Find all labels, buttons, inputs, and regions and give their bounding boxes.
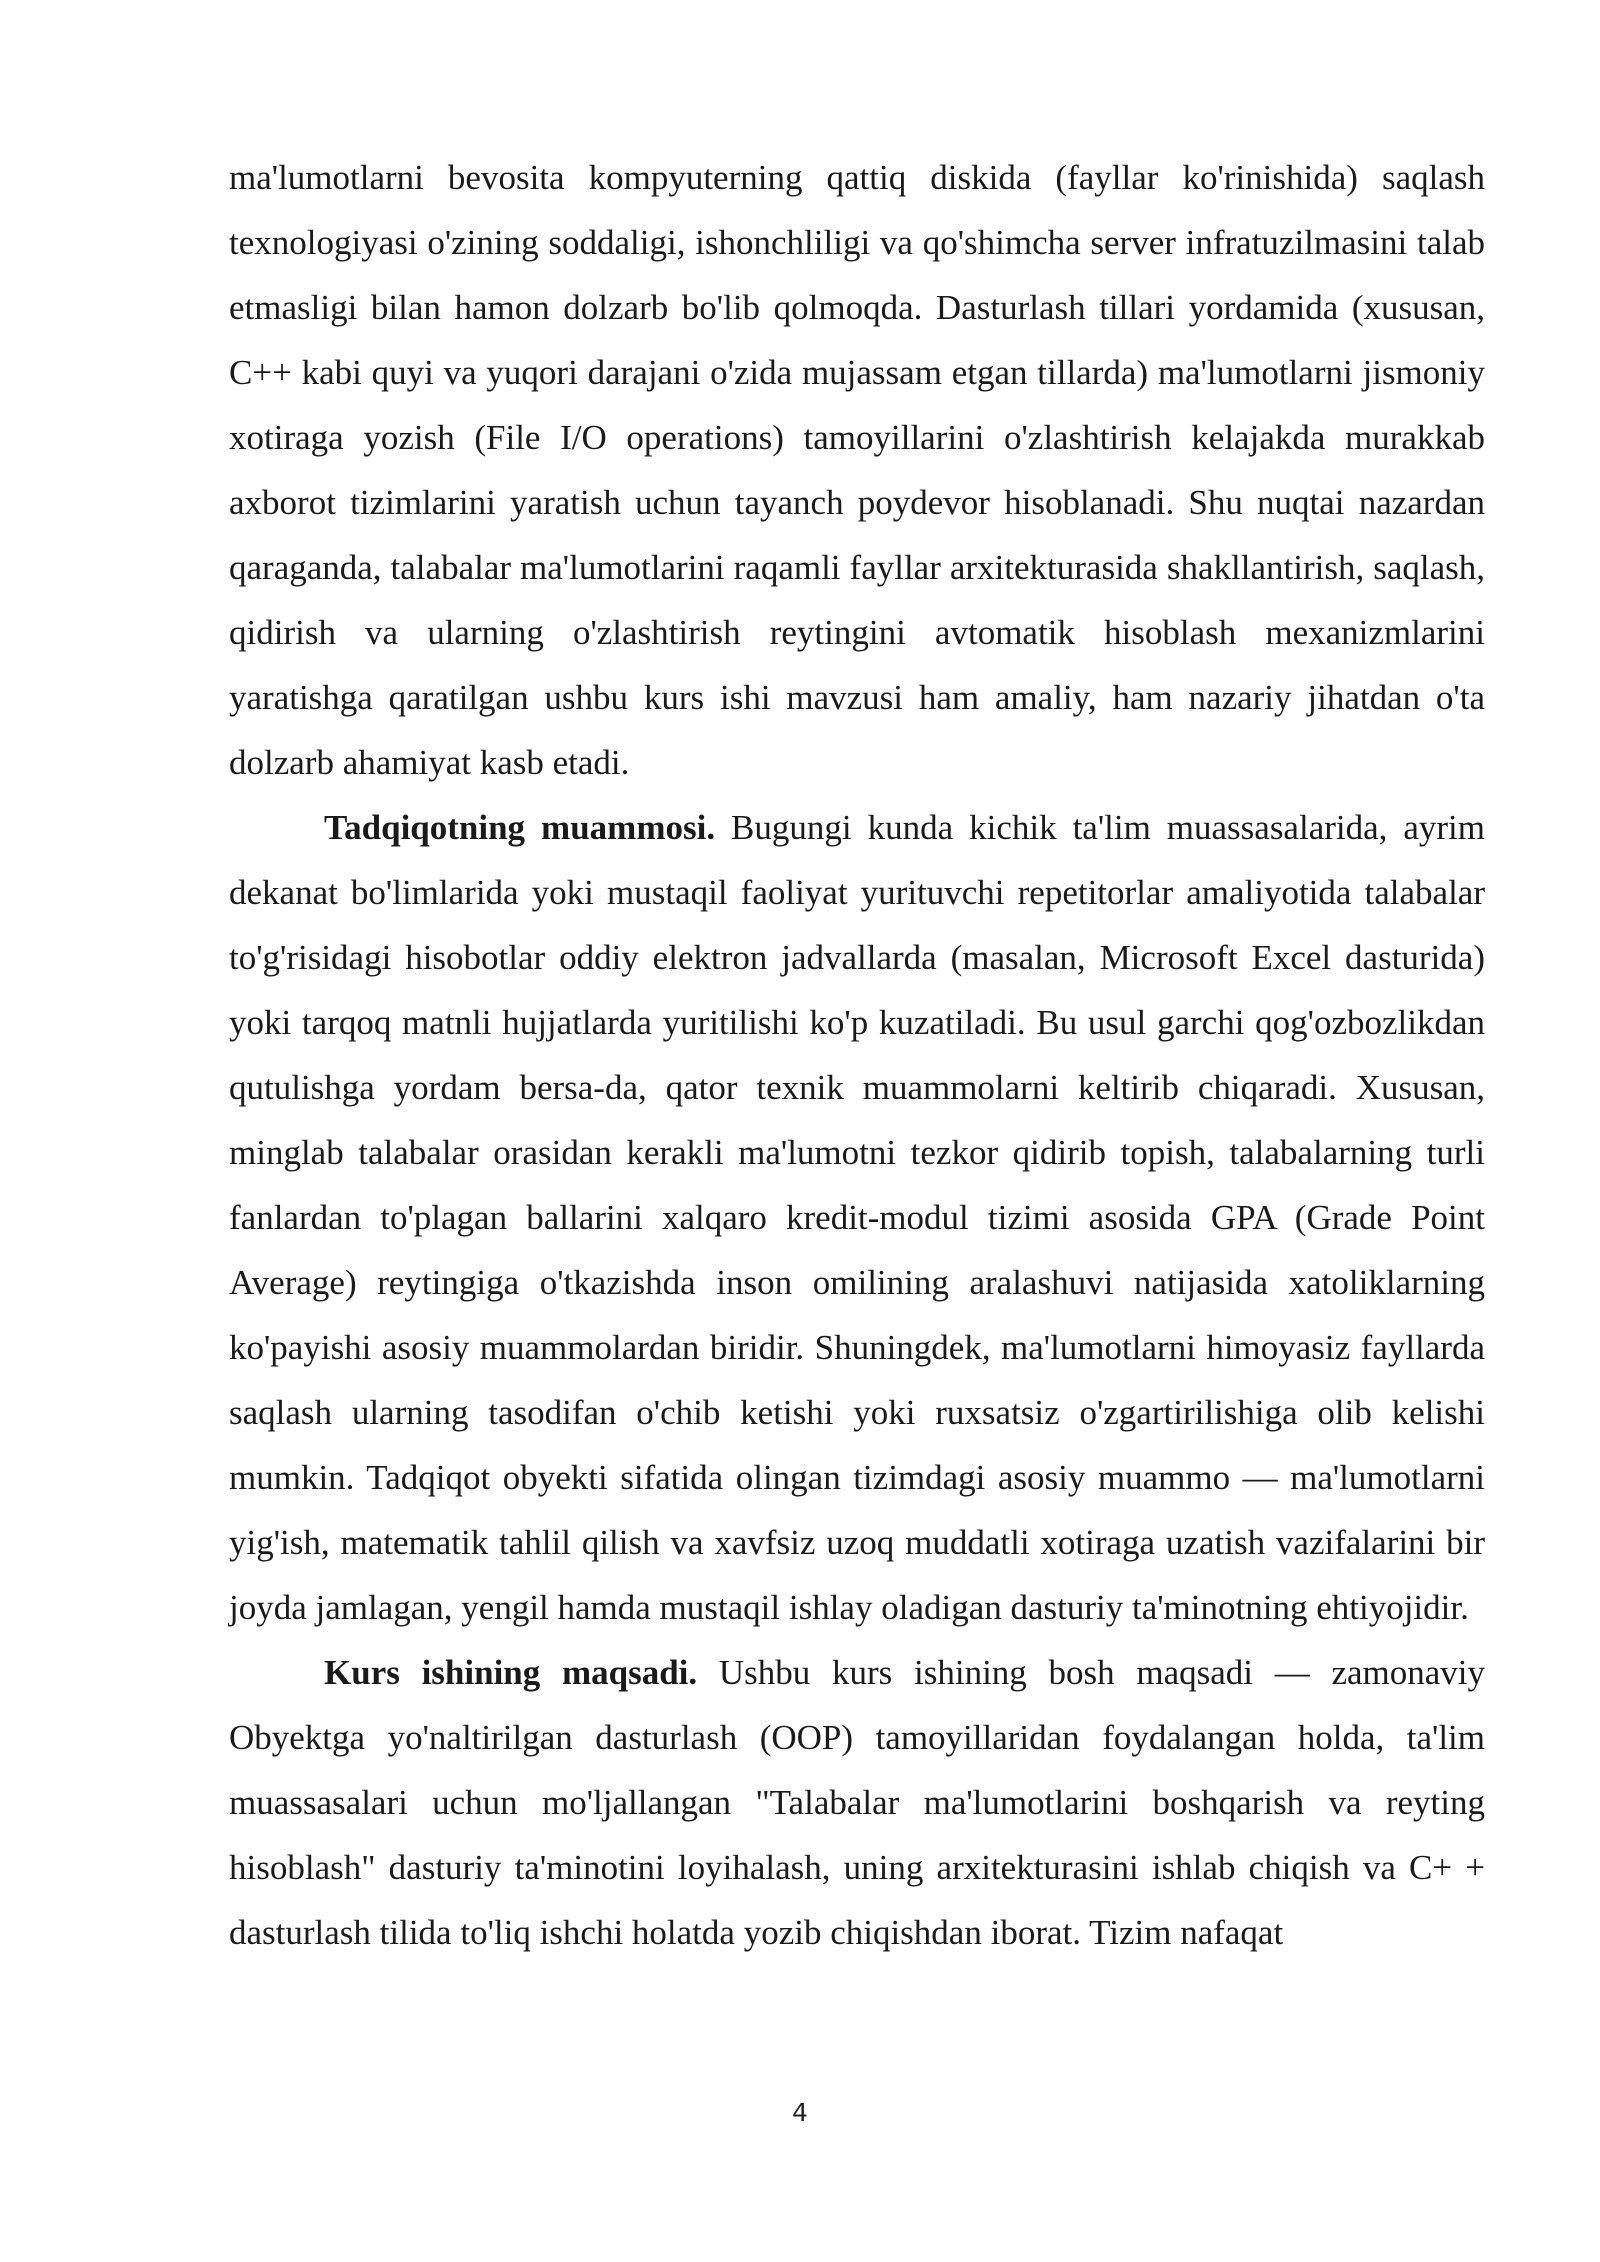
paragraph-heading: Kurs ishining maqsadi. <box>324 1653 698 1692</box>
paragraph-course-goal <box>229 1640 1485 1965</box>
body-text <box>229 145 1485 1965</box>
page-number: 4 <box>792 2098 808 2127</box>
paragraph-research-problem <box>229 795 1485 1640</box>
paragraph-heading: Tadqiqotning muammosi. <box>324 808 716 847</box>
paragraph-text: ma'lumotlarni bevosita kompyuterning qattiq diskida (fayllar ko'rinishida) saqlash texnologiyasi o'zining soddaligi, ishonchliligi va qo'shimcha server infratuzilmasini talab etmasligi bilan hamon dolzarb bo'lib qolmoqda. Dasturlash tillari yordamida (xususan, C++ kabi quyi va yuqori darajani o'zida mujassam etgan tillarda) ma'lumotlarni jismoniy xotiraga yozish (File I/O operations) tamoyillarini o'zlashtirish kelajakda murakkab axborot tizimlarini yaratish uchun tayanch poydevor hisoblanadi. Shu nuqtai nazardan qaraganda, talabalar ma'lumotlarini raqamli fayllar arxitekturasida shakllantirish, saqlash, qidirish va ularning o'zlashtirish reytingini avtomatik hisoblash mexanizmlarini yaratishga qaratilgan ushbu kurs ishi mavzusi ham amaliy, ham nazariy jihatdan o'ta dolzarb ahamiyat kasb etadi. <box>229 158 1485 782</box>
paragraph-text: Bugungi kunda kichik ta'lim muassasalarida, ayrim dekanat bo'limlarida yoki mustaqil faoliyat yurituvchi repetitorlar amaliyotida talabalar to'g'risidagi hisobotlar oddiy elektron jadvallarda (masalan, Microsoft Excel dasturida) yoki tarqoq matnli hujjatlarda yuritilishi ko'p kuzatiladi. Bu usul garchi qog'ozbozlikdan qutulishga yordam bersa-da, qator texnik muammolarni keltirib chiqaradi. Xususan, minglab talabalar orasidan kerakli ma'lumotni tezkor qidirib topish, talabalarning turli fanlardan to'plagan ballarini xalqaro kredit-modul tizimi asosida GPA (Grade Point Average) reytingiga o'tkazishda inson omilining aralashuvi natijasida xatoliklarning ko'payishi asosiy muammolardan biridir. Shuningdek, ma'lumotlarni himoyasiz fayllarda saqlash ularning tasodifan o'chib ketishi yoki ruxsatsiz o'zgartirilishiga olib kelishi mumkin. Tadqiqot obyekti sifatida olingan tizimdagi asosiy muammo — ma'lumotlarni yig'ish, matematik tahlil qilish va xavfsiz uzoq muddatli xotiraga uzatish vazifalarini bir joyda jamlagan, yengil hamda mustaqil ishlay oladigan dasturiy ta'minotning ehtiyojidir. <box>229 808 1486 1627</box>
paragraph-text: Ushbu kurs ishining bosh maqsadi — zamonaviy Obyektga yo'naltirilgan dasturlash (OOP) tamoyillaridan foydalangan holda, ta'lim muassasalari uchun mo'ljallangan "Talabalar ma'lumotlarini boshqarish va reyting hisoblash" dasturiy ta'minotini loyihalash, uning arxitekturasini ishlab chiqish va C+ + dasturlash tilida to'liq ishchi holatda yozib chiqishdan iborat. Tizim nafaqat <box>229 1653 1486 1952</box>
paragraph-continuation <box>229 145 1485 795</box>
